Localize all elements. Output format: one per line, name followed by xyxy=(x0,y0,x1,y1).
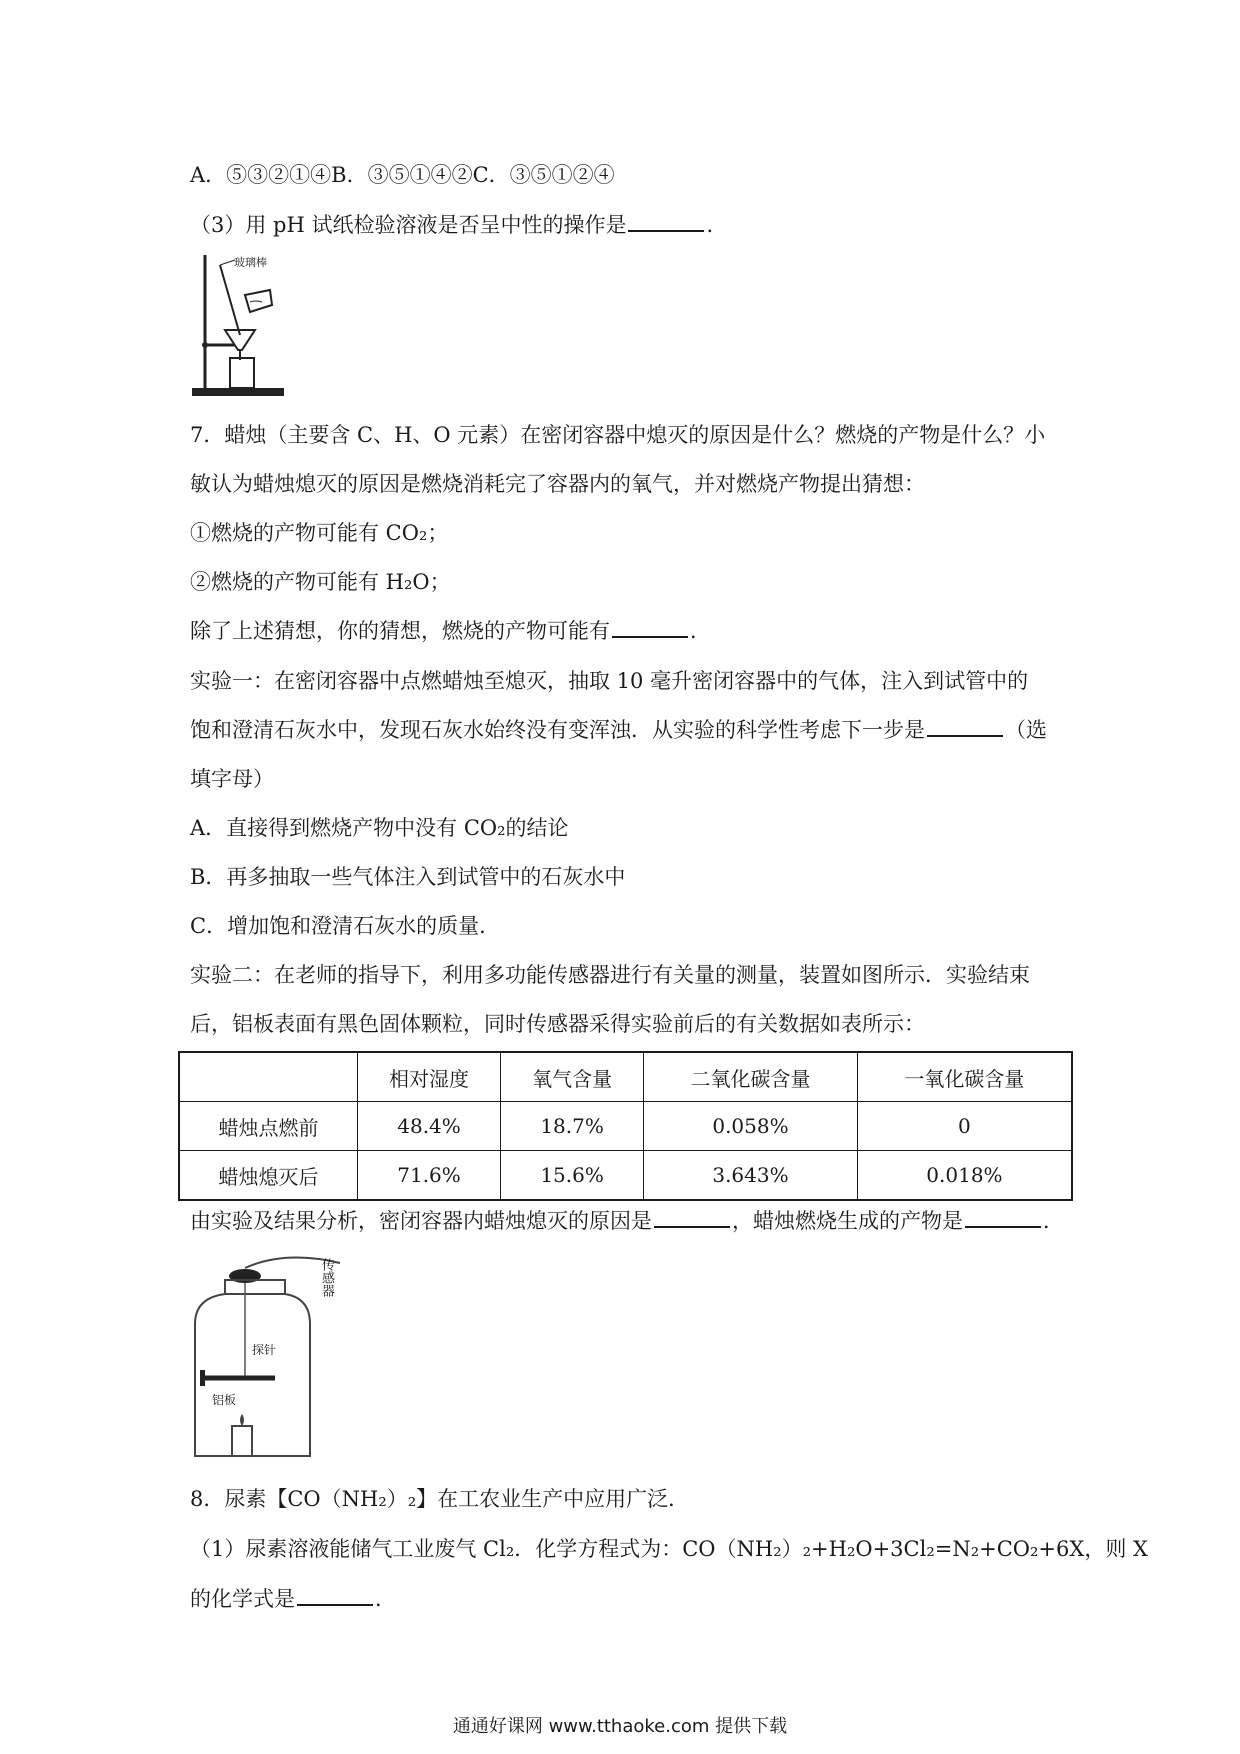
q7-exp2-line2: 后，铝板表面有黑色固体颗粒，同时传感器采得实验前后的有关数据如表所示： xyxy=(190,1012,925,1036)
answer-blank xyxy=(965,1206,1041,1228)
answer-blank xyxy=(612,616,688,638)
glass-rod-label: 玻璃棒 xyxy=(234,256,267,269)
table-row xyxy=(179,1102,1072,1151)
q7-exp1-line3: 填字母） xyxy=(190,767,274,791)
table-cell: 3.643% xyxy=(644,1151,858,1201)
q8-sub1-line2 xyxy=(190,1584,396,1614)
table-row-label: 蜡烛点燃前 xyxy=(179,1102,358,1151)
q6-sub3 xyxy=(190,210,727,240)
q7-exp1-line1: 实验一：在密闭容器中点燃蜡烛至熄灭，抽取 10 毫升密闭容器中的气体，注入到试管中的 xyxy=(190,669,1029,693)
table-cell: 71.6% xyxy=(358,1151,501,1201)
q7-guess3-end: ． xyxy=(690,619,711,643)
q7-guess3 xyxy=(190,616,711,646)
filtration-apparatus-figure xyxy=(190,250,290,398)
q8-title: 8．尿素【CO（NH₂）₂】在工农业生产中应用广泛． xyxy=(190,1487,690,1511)
table-header-humidity: 相对湿度 xyxy=(358,1052,501,1102)
q8-sub1-line1: （1）尿素溶液能储气工业废气 Cl₂．化学方程式为：CO（NH₂）₂+H₂O+3Cl₂=N₂+CO₂+6X，则 X xyxy=(190,1537,1148,1561)
q7-guess3-text: 除了上述猜想，你的猜想，燃烧的产物可能有 xyxy=(190,619,610,643)
q7-option-c: C．增加饱和澄清石灰水的质量． xyxy=(190,914,501,938)
table-row xyxy=(179,1151,1072,1201)
sealed-jar-sensor-figure xyxy=(190,1256,350,1466)
q7-line1: 7．蜡烛（主要含 C、H、O 元素）在密闭容器中熄灭的原因是什么？燃烧的产物是什么？小 xyxy=(190,423,1046,447)
q7-exp1-line2 xyxy=(190,715,1047,745)
q6-sub3-end: ． xyxy=(706,213,728,237)
q7-analysis xyxy=(190,1206,1064,1236)
q7-exp1-line2-end: （选 xyxy=(1005,718,1047,742)
q8-sub1-line2-text: 的化学式是 xyxy=(190,1587,295,1611)
q7-analysis-b: ，蜡烛燃烧生成的产物是 xyxy=(732,1209,963,1233)
q7-option-a: A．直接得到燃烧产物中没有 CO₂的结论 xyxy=(190,816,569,840)
table-cell: 48.4% xyxy=(358,1102,501,1151)
table-row-label: 蜡烛熄灭后 xyxy=(179,1151,358,1201)
probe-label: 探针 xyxy=(252,1343,277,1357)
table-cell: 15.6% xyxy=(501,1151,644,1201)
table-header-co2: 二氧化碳含量 xyxy=(644,1052,858,1102)
aluminum-plate-label: 铝板 xyxy=(212,1393,237,1407)
q7-exp2-line1: 实验二：在老师的指导下，利用多功能传感器进行有关量的测量，装置如图所示．实验结束 xyxy=(190,963,1030,987)
table-header-oxygen: 氧气含量 xyxy=(501,1052,644,1102)
table-cell: 0.018% xyxy=(857,1151,1072,1201)
answer-blank xyxy=(297,1584,373,1606)
table-cell: 0.058% xyxy=(644,1102,858,1151)
table-cell: 18.7% xyxy=(501,1102,644,1151)
q7-guess1: ①燃烧的产物可能有 CO₂； xyxy=(190,521,449,545)
q7-option-b: B．再多抽取一些气体注入到试管中的石灰水中 xyxy=(190,865,626,889)
table-cell: 0 xyxy=(857,1102,1072,1151)
q6-sub3-text: （3）用 pH 试纸检验溶液是否呈中性的操作是 xyxy=(190,213,627,237)
answer-blank xyxy=(654,1206,730,1228)
table-cell xyxy=(179,1052,358,1102)
sensor-label: 传感器 xyxy=(319,1258,334,1297)
page-footer: 通通好课网 www.tthaoke.com 提供下载 xyxy=(452,1716,788,1737)
q7-analysis-end: ． xyxy=(1043,1209,1064,1233)
q7-analysis-a: 由实验及结果分析，密闭容器内蜡烛熄灭的原因是 xyxy=(190,1209,652,1233)
answer-blank xyxy=(927,715,1003,737)
table-header-co: 一氧化碳含量 xyxy=(857,1052,1072,1102)
q8-sub1-line2-end: ． xyxy=(375,1587,396,1611)
q7-line2: 敏认为蜡烛熄灭的原因是燃烧消耗完了容器内的氧气，并对燃烧产物提出猜想： xyxy=(190,472,925,496)
q7-exp1-line2-text: 饱和澄清石灰水中，发现石灰水始终没有变浑浊．从实验的科学性考虑下一步是 xyxy=(190,718,925,742)
sensor-data-table xyxy=(178,1051,1073,1201)
table-header-row xyxy=(179,1052,1072,1102)
q7-guess2: ②燃烧的产物可能有 H₂O； xyxy=(190,570,451,594)
q6-options-line: A．⑤③②①④B．③⑤①④②C．③⑤①②④ xyxy=(190,163,615,187)
answer-blank xyxy=(628,210,704,232)
